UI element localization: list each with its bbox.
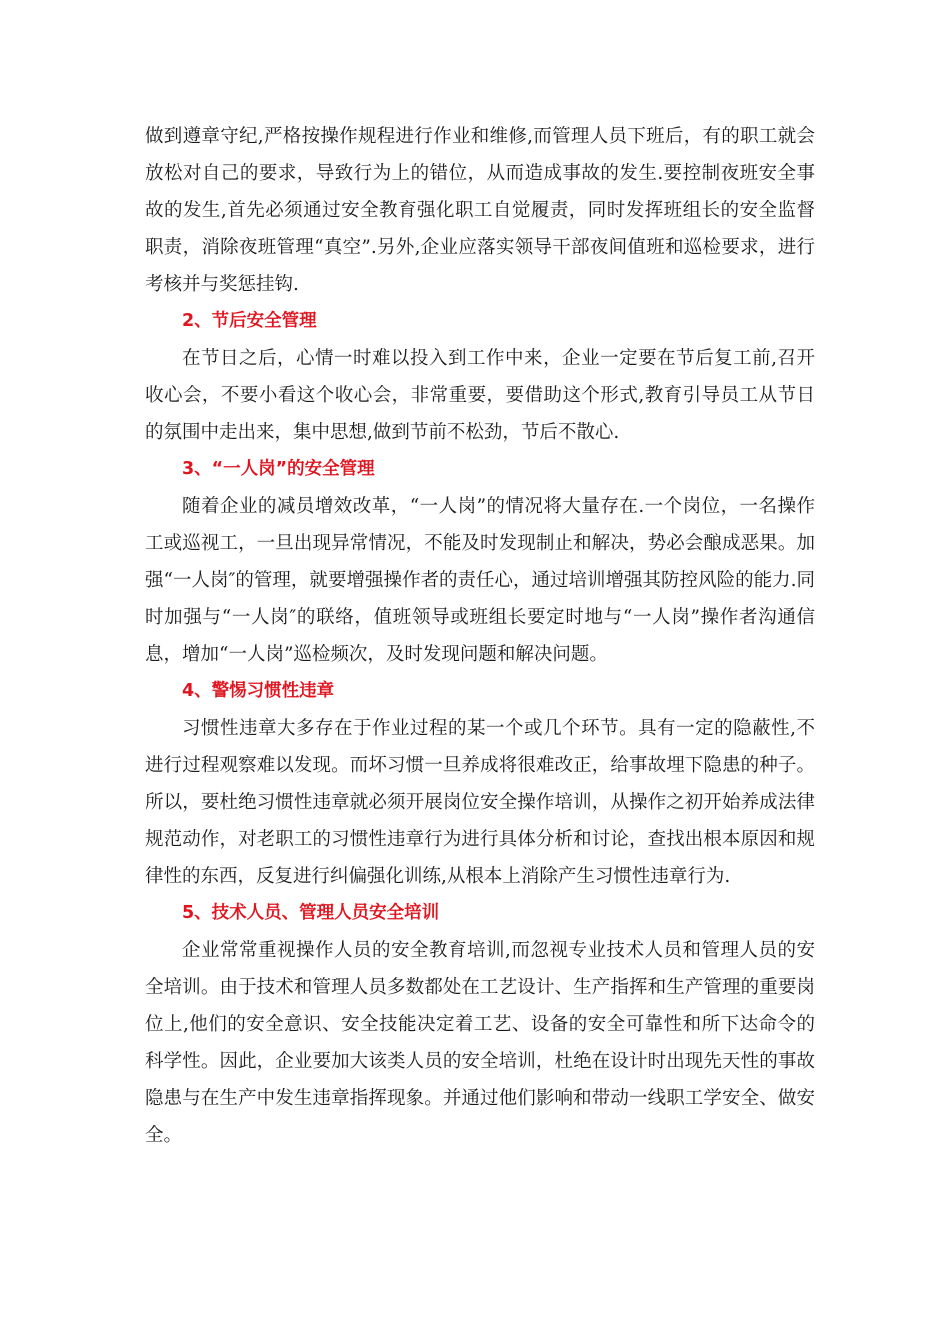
section-heading-4: 4、警惕习惯性违章 [182,681,335,701]
document-page [145,118,815,1154]
section-body-4: 习惯性违章大多存在于作业过程的某一个或几个环节。具有一定的隐蔽性,不进行过程观察难以发现。而坏习惯一旦养成将很难改正，给事故埋下隐患的种子。所以，要杜绝习惯性违章就必须开展岗位安全操作培训，从操作之初开始养成法律规范动作，对老职工的习惯性违章行为进行具体分析和讨论，查找出根本原因和规律性的东西，反复进行纠偏强化训练,从根本上消除产生习惯性违章行为. [145,718,815,887]
section-heading-2: 2、节后安全管理 [182,311,317,331]
section-body-3: 随着企业的减员增效改革，“一人岗”的情况将大量存在.一个岗位，一名操作工或巡视工，一旦出现异常情况，不能及时发现制止和解决，势必会酿成恶果。加强“一人岗″的管理，就要增强操作者的责任心，通过培训增强其防控风险的能力.同时加强与“一人岗″的联络，值班领导或班组长要定时地与“一人岗”操作者沟通信息，增加“一人岗”巡检频次，及时发现问题和解决问题。 [145,496,815,665]
section-body-2: 在节日之后，心情一时难以投入到工作中来，企业一定要在节后复工前,召开收心会，不要小看这个收心会，非常重要，要借助这个形式,教育引导员工从节日的氛围中走出来，集中思想,做到节前不松劲，节后不散心. [145,348,815,443]
section-body-5: 企业常常重视操作人员的安全教育培训,而忽视专业技术人员和管理人员的安全培训。由于技术和管理人员多数都处在工艺设计、生产指挥和生产管理的重要岗位上,他们的安全意识、安全技能决定着工艺、设备的安全可靠性和所下达命令的科学性。因此，企业要加大该类人员的安全培训，杜绝在设计时出现先天性的事故隐患与在生产中发生违章指挥现象。并通过他们影响和带动一线职工学安全、做安全。 [145,940,815,1146]
section-heading-5: 5、技术人员、管理人员安全培训 [182,903,440,923]
section-heading-3: 3、“一人岗”的安全管理 [182,459,375,479]
intro-paragraph: 做到遵章守纪,严格按操作规程进行作业和维修,而管理人员下班后，有的职工就会放松对自己的要求，导致行为上的错位，从而造成事故的发生.要控制夜班安全事故的发生,首先必须通过安全教育强化职工自觉履责，同时发挥班组长的安全监督职责，消除夜班管理“真空”.另外,企业应落实领导干部夜间值班和巡检要求，进行考核并与奖惩挂钩. [145,126,815,295]
